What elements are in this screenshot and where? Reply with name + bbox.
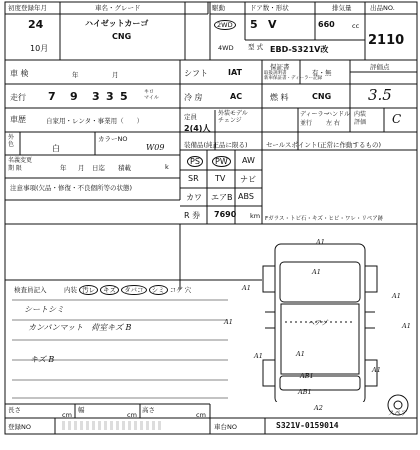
mark-hood-a1: A1 — [312, 268, 321, 276]
width-label: 幅 — [78, 406, 85, 414]
first-reg-label: 初度登録年月 — [8, 4, 47, 12]
inspector-note-2: カンパンマット 荷室キズ B — [28, 323, 132, 332]
inspector-note-1: シートシミ — [24, 305, 64, 314]
interior-score-label: 内装 評価 — [354, 111, 367, 126]
equip-abs: ABS — [238, 192, 254, 201]
history-options: 自家用・レンタ・事業用（ ） — [46, 117, 144, 125]
first-reg-month: 10月 — [30, 44, 49, 53]
mileage-digit-4: 3 — [106, 90, 114, 103]
loading-unit: k — [165, 163, 169, 171]
mark-rear-ab1: AB1 — [300, 372, 314, 380]
width-unit: cm — [127, 411, 137, 419]
equip-aw: AW — [242, 156, 255, 165]
r-ticket-unit: km — [250, 212, 261, 220]
check-stain: 汚レ — [79, 285, 98, 295]
mark-roof-dent: ヘアヅ — [308, 319, 328, 327]
mark-rear-a1: A1 — [296, 350, 305, 358]
ac-label: 冷 房 — [184, 93, 203, 102]
mark-right-door-a1: A1 — [402, 322, 411, 330]
reg-no-label: 登録NO — [8, 423, 31, 431]
equip-airbag: エアB — [211, 193, 233, 202]
roof — [281, 304, 359, 374]
height-unit: cm — [196, 411, 206, 419]
first-reg-year: 24 — [28, 18, 44, 31]
equip-pw: PW — [212, 156, 231, 167]
length-unit: cm — [62, 411, 72, 419]
inspector-note-3: キズ B — [30, 355, 55, 364]
length-label: 長さ — [8, 406, 21, 414]
mark-left-door-a1: A1 — [224, 318, 233, 326]
capacity-label: 定員 — [184, 113, 197, 121]
door-count: 5 — [250, 18, 258, 31]
equip-sr: SR — [188, 174, 199, 183]
name-change-day: 日迄 — [92, 164, 105, 172]
equipment-title: 装備品(純正品に限る) — [184, 141, 248, 149]
inspector-title: 検査員記入 — [14, 286, 47, 294]
check-hole: 穴 — [184, 286, 192, 294]
grade: CNG — [112, 32, 132, 41]
model-grade-label: 車名・グレード — [95, 4, 141, 12]
rear-left-wheel — [263, 360, 275, 386]
interior-score: C — [392, 112, 402, 126]
front-right-wheel — [365, 266, 377, 292]
drive-2wd: 2WD — [214, 20, 236, 30]
mark-fl-fender-a1: A1 — [242, 284, 251, 292]
drive-label: 駆動 — [212, 4, 225, 12]
inspector-check-list — [64, 285, 191, 294]
chassis-label: 車台NO — [214, 423, 237, 431]
check-scratch: キズ — [100, 285, 119, 295]
check-burn: コゲ — [169, 286, 183, 294]
cc-unit: cc — [352, 22, 360, 30]
fuel-value: CNG — [312, 92, 332, 101]
r-ticket-value: 7690 — [214, 210, 237, 219]
ext-color-label: 外 色 — [8, 134, 15, 148]
doors-label: ドア数・形状 — [250, 4, 289, 12]
handle-label: ハンドル 左 右 — [326, 111, 351, 127]
sales-points-title: セールスポイント(正常に作動するもの) — [266, 141, 381, 149]
front-left-wheel — [263, 266, 275, 292]
warranty-label: 保証書 — [270, 63, 290, 71]
name-change-month: 月 — [78, 164, 85, 172]
model-change-label: 外装モデル チェンジ — [218, 110, 248, 124]
displacement-value: 660 — [318, 20, 335, 29]
model-name: ハイゼットカーゴ — [85, 19, 149, 28]
rear-window — [280, 376, 360, 390]
equip-ps: PS — [187, 156, 203, 167]
overall-score: 3.5 — [368, 86, 392, 104]
name-change-label: 名義変更 期 限 — [8, 157, 33, 172]
spare-label: スペア — [388, 409, 408, 417]
lot-number: 2110 — [368, 33, 405, 48]
km-label: キロ マイル — [144, 89, 159, 101]
inspection-label: 車 検 — [10, 69, 29, 78]
body-shape: V — [268, 18, 277, 31]
reg-no-redacted — [62, 421, 162, 430]
fuel-label: 燃 料 — [270, 93, 289, 102]
shift-value: IAT — [228, 68, 243, 77]
color-no-value: W09 — [146, 143, 165, 152]
check-tobacco: タバコ — [121, 285, 146, 295]
drive-4wd: 4WD — [218, 44, 234, 52]
height-label: 高さ — [142, 406, 155, 414]
shift-label: シフト — [184, 69, 208, 78]
lot-label: 出品NO. — [370, 4, 395, 12]
ac-value: AC — [230, 92, 243, 101]
mark-fr-fender-a1: A1 — [392, 292, 401, 300]
history-label: 車歴 — [10, 115, 26, 124]
mark-rl-a1: A1 — [254, 352, 263, 360]
displacement-label: 排気量 — [332, 4, 352, 12]
warranty-yn: 有・無 — [312, 69, 332, 77]
dealer-label: ディーラー 並行 — [300, 111, 330, 127]
mark-rear-a2: A2 — [314, 404, 323, 412]
warranty-sub: 取扱説明書 新車保証書・ディーラー記録 — [264, 71, 323, 81]
mark-rr-a1: A1 — [372, 366, 381, 374]
mileage-digit-5: 5 — [120, 90, 128, 103]
mileage-digit-3: 3 — [92, 90, 100, 103]
sales-points-footer: Fガラス・トビ石・キズ・ヒビ・ワレ・リペア跡 — [265, 216, 384, 222]
mark-front-a1: A1 — [316, 238, 325, 246]
color-no-label: カラーNO — [98, 135, 128, 143]
check-interior: 内装 — [64, 286, 77, 294]
mileage-digit-2: 9 — [70, 90, 78, 103]
inspection-month-unit: 月 — [112, 71, 119, 79]
mileage-label: 走行 — [10, 93, 26, 102]
notes-title: 注意事項(欠品・修復・不良個所等の状態) — [10, 184, 133, 192]
mark-bumper-ab1: AB1 — [298, 388, 312, 396]
r-ticket-label: R 券 — [184, 211, 201, 220]
type-code: EBD-S321V改 — [270, 45, 329, 54]
car-body-diagram — [245, 232, 395, 402]
check-spot: シミ — [149, 285, 168, 295]
capacity-value: 2(4)人 — [184, 124, 211, 133]
chassis-number: S321V-0159014 — [276, 421, 339, 430]
loading-label: 積載 — [118, 164, 131, 172]
equip-navi: ナビ — [240, 175, 256, 184]
inspection-year-unit: 年 — [72, 71, 79, 79]
mileage-digit-1: 7 — [48, 90, 56, 103]
type-label: 型 式 — [248, 43, 264, 51]
name-change-year: 年 — [60, 164, 67, 172]
ext-color-value: 白 — [52, 144, 60, 153]
equip-tv: TV — [215, 174, 226, 183]
score-label: 評価点 — [370, 63, 390, 71]
equip-leather: カワ — [186, 193, 202, 202]
